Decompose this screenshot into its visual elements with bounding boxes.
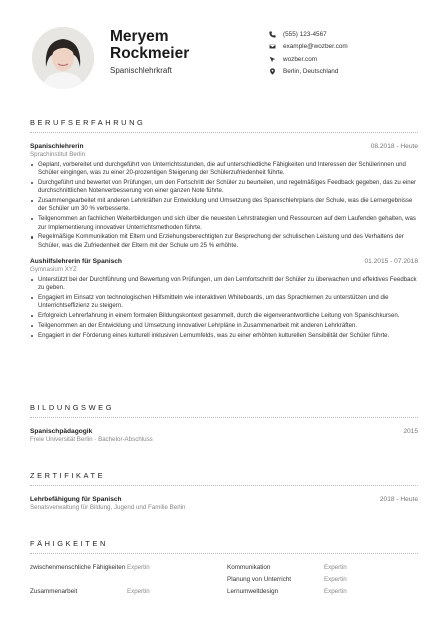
resume-header xyxy=(0,0,448,110)
contact-phone-text: (555) 123-4567 xyxy=(283,30,327,38)
contact-website xyxy=(268,53,438,65)
skill-level: Expertin xyxy=(324,588,347,595)
list-item: Teilgenommen an fachlichen Weiterbildungen und sich über die neuesten Lehrstrategien und Ressourcen auf dem Laufenden gehalten, was zur Implementierung innovativer Unterrichtsmethoden führte. xyxy=(30,215,418,232)
email-icon xyxy=(268,42,277,51)
skill-name: Kommunikation xyxy=(227,564,271,571)
entry-organization: Sprachinstitut Berlin xyxy=(30,151,86,158)
skill-name: zwischenmenschliche Fähigkeiten xyxy=(30,564,126,571)
skill-name: Planung von Unterricht xyxy=(227,576,292,583)
location-icon xyxy=(268,67,277,76)
entry-role: Aushilfslehrerin für Spanisch xyxy=(30,257,122,265)
entry-date: 2018 - Heute xyxy=(379,496,418,503)
experience-entry xyxy=(30,143,418,250)
skills-grid xyxy=(30,564,418,596)
list-item: Geplant, vorbereitet und durchgeführt von Unterrichtsstunden, die auf unterschiedliche Fähigkeiten und Interessen der Schülerinnen und Schüler eingingen, was zu einer 20-prozentigen Steigerung der Schülerzufriedenheit führte. xyxy=(30,161,418,178)
entry-date: 08.2018 - Heute xyxy=(370,143,418,150)
contact-phone xyxy=(268,28,438,40)
entry-organization: Freie Universität Berlin · Bachelor-Abschluss xyxy=(30,436,153,443)
education-entry xyxy=(30,428,418,443)
list-item: Unterstützt bei der Durchführung und Bewertung von Prüfungen, um den Lernfortschritt der Schüler zu überwachen und effektives Feedback zu geben. xyxy=(30,276,418,293)
certificates-section xyxy=(30,471,418,511)
skill-level: Expertin xyxy=(324,576,347,583)
skills-section xyxy=(30,539,418,596)
contact-list xyxy=(268,28,438,78)
skill-level: Expertin xyxy=(324,564,347,571)
job-title: Spanischlehrkraft xyxy=(110,66,172,75)
bullet-list xyxy=(30,276,418,340)
contact-website-text[interactable]: wozber.com xyxy=(283,55,318,63)
skill-level: Expertin xyxy=(127,588,150,595)
entry-organization: Gymnasium XYZ xyxy=(30,265,77,273)
contact-location-text: Berlin, Deutschland xyxy=(283,68,339,75)
section-title: ZERTIFIKATE xyxy=(30,471,418,486)
profile-photo xyxy=(32,27,94,89)
list-item: Durchgeführt und bewertet von Prüfungen, um den Fortschritt der Schüler zu beurteilen, und regelmäßiges Feedback gegeben, das zu einer durchschnittlichen Notenverbesserung von einer ganzen Note führte. xyxy=(30,179,418,196)
entry-date: 01.2015 - 07.2018 xyxy=(364,257,418,265)
contact-email xyxy=(268,41,438,53)
bullet-list xyxy=(30,161,418,250)
first-name: Meryem xyxy=(110,28,169,45)
list-item: Engagiert im Einsatz von technologischen Hilfsmitteln wie interaktiven Whiteboards, um das Sprachlernen zu unterstützen und die Unterrichtseffizienz zu steigern. xyxy=(30,294,418,311)
entry-date: 2015 xyxy=(403,428,418,435)
entry-organization: Senatsverwaltung für Bildung, Jugend und Familie Berlin xyxy=(30,504,186,511)
section-title: BERUFSERFAHRUNG xyxy=(30,118,418,133)
entry-degree: Spanischpädagogik xyxy=(30,428,93,435)
list-item: Teilgenommen an der Entwicklung und Umsetzung innovativer Lehrpläne in Zusammenarbeit mit anderen Lehrkräften. xyxy=(30,322,418,330)
skill-name: Zusammenarbeit xyxy=(30,588,78,595)
last-name: Rockmeier xyxy=(110,45,190,62)
phone-icon xyxy=(268,30,277,39)
skill-level: Expertin xyxy=(127,564,150,571)
contact-location xyxy=(268,66,438,78)
entry-certificate: Lehrbefähigung für Spanisch xyxy=(30,496,122,503)
experience-entry xyxy=(30,258,418,340)
link-icon xyxy=(268,55,277,64)
entry-role: Spanischlehrerin xyxy=(30,143,84,150)
list-item: Engagiert in der Förderung eines kulturell inklusiven Lernumfelds, was zu einer erhöhten kulturellen Sensibilität der Schüler führte. xyxy=(30,332,418,340)
contact-email-text[interactable]: example@wozber.com xyxy=(283,43,348,50)
list-item: Regelmäßige Kommunikation mit Eltern und Erziehungsberechtigten zur Besprechung der schulischen Leistung und des Verhaltens der Schüler, was die Zufriedenheit der Eltern mit der Schule um 25 % erhöhte. xyxy=(30,233,418,250)
list-item: Erfolgreich Lehrerfahrung in einem formalen Bildungskontext gesammelt, durch die eigenverantwortliche Leitung von Spanischkursen. xyxy=(30,312,418,320)
section-title: FÄHIGKEITEN xyxy=(30,539,418,554)
experience-section xyxy=(30,118,418,342)
full-name xyxy=(110,28,189,62)
list-item: Zusammengearbeitet mit anderen Lehrkräften zur Entwicklung und Umsetzung des Spanischlehrplans der Schule, was die Lernergebnisse der Schüler um 30 % verbesserte. xyxy=(30,197,418,214)
skill-name: Lernumweltdesign xyxy=(227,588,279,595)
certificate-entry xyxy=(30,496,418,511)
section-title: BILDUNGSWEG xyxy=(30,403,418,418)
education-section xyxy=(30,403,418,443)
